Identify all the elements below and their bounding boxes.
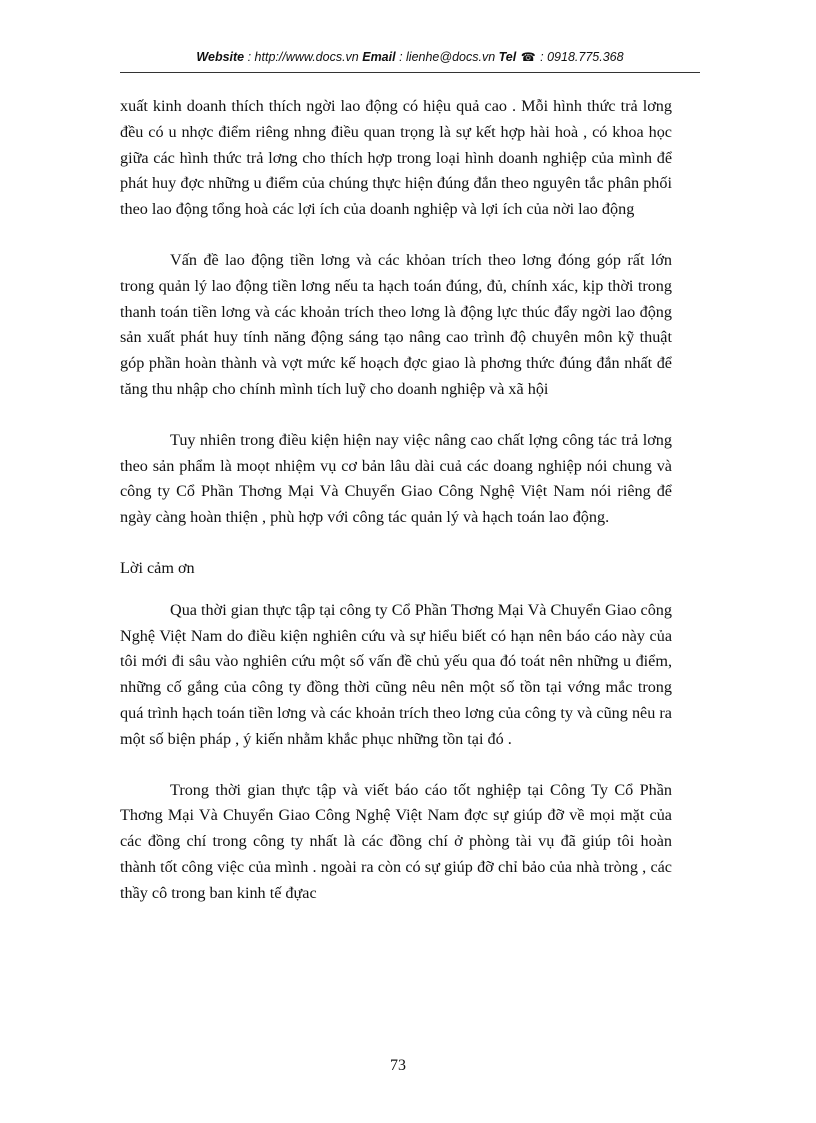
email-label: Email (362, 50, 396, 64)
page-number: 73 (390, 1057, 406, 1074)
paragraph-acknowledgement: Trong thời gian thực tập và viết báo cáo tốt nghiệp tại Công Ty Cổ Phần Thơng Mại Và Chuyển Giao Công Nghệ Việt Nam đợc sự giúp đỡ về mọi mặt của các đồng chí trong công ty nhất là các đồng chí ở phòng tài vụ đã giúp tôi hoàn thành tốt công việc của mình . ngoài ra còn có sự giúp đỡ chỉ bảo của nhà tròng , các thầy cô trong ban kinh tế đựac (120, 780, 672, 902)
paragraph-internship: Qua thời gian thực tập tại công ty Cổ Phần Thơng Mại Và Chuyển Giao công Nghệ Việt Nam do điều kiện nghiên cứu và sự hiểu biết có hạn nên báo cáo này của tôi mới đi sâu vào nghiên cứu một số vấn đề chủ yếu qua đó toát nên những u điểm, những cố gắng của công ty đồng thời cũng nêu nên một số tồn tại vớng mắc trong quá trình hạch toán tiền lơng và các khoản trích theo lơng của công ty và cũng nêu ra một số biện pháp , ý kiến nhằm khắc phục những tồn tại đó . (120, 600, 672, 748)
paragraph-continuation: xuất kinh doanh thích thích ngời lao động có hiệu quả cao . Mỗi hình thức trả lơng đều có u nhợc điểm riêng nhng điều quan trọng là sự kết hợp hài hoà , có khoa học giữa các hình thức trả lơng cho thích hợp trong loại hình doanh nghiệp của mình để phát huy đợc những u điểm của chúng thực hiện đúng đắn theo nguyên tắc phân phối theo lao động tổng hoà các lợi ích của doanh nghiệp và lợi ích của nời lao động (120, 97, 672, 219)
tel-label: Tel (498, 50, 517, 64)
page-header (120, 50, 700, 72)
paragraph-however: Tuy nhiên trong điều kiện hiện nay việc nâng cao chất lợng công tác trả lơng theo sản phẩm là moọt nhiệm vụ cơ bản lâu dài cuả các doang nghiệp nói chung và công ty Cổ Phần Thơng Mại Và Chuyển Giao Công Nghệ Việt Nam nói riêng để ngày càng hoàn thiện , phù hợp với công tác quản lý và hạch toán lao động. (120, 430, 672, 527)
telephone-icon: ☎ (520, 50, 536, 64)
email-address[interactable]: : lienhe@docs.vn (395, 50, 499, 64)
website-url[interactable]: : http://www.docs.vn (244, 50, 363, 64)
paragraph-labor-wages: Vấn đề lao động tiền lơng và các khỏan trích theo lơng đóng góp rất lớn trong quản lý lao động tiền lơng nếu ta hạch toán đúng, đủ, chính xác, kịp thời trong thanh toán tiền lơng và các khoản trích theo lơng là động lực thúc đẩy ngời lao động sản xuất phát huy tính năng động sáng tạo nâng cao trình độ chuyên môn kỹ thuật góp phần hoàn thành và vợt mức kế hoạch đợc giao là phơng thức đúng đắn nhất để tăng thu nhập cho chính mình tích luỹ cho doanh nghiệp và xã hội (120, 250, 672, 398)
header-divider (120, 72, 700, 73)
website-label: Website (196, 50, 245, 64)
document-body (120, 94, 672, 932)
tel-number: : 0918.775.368 (536, 50, 624, 64)
section-heading-thanks: Lời cảm ơn (120, 558, 195, 577)
